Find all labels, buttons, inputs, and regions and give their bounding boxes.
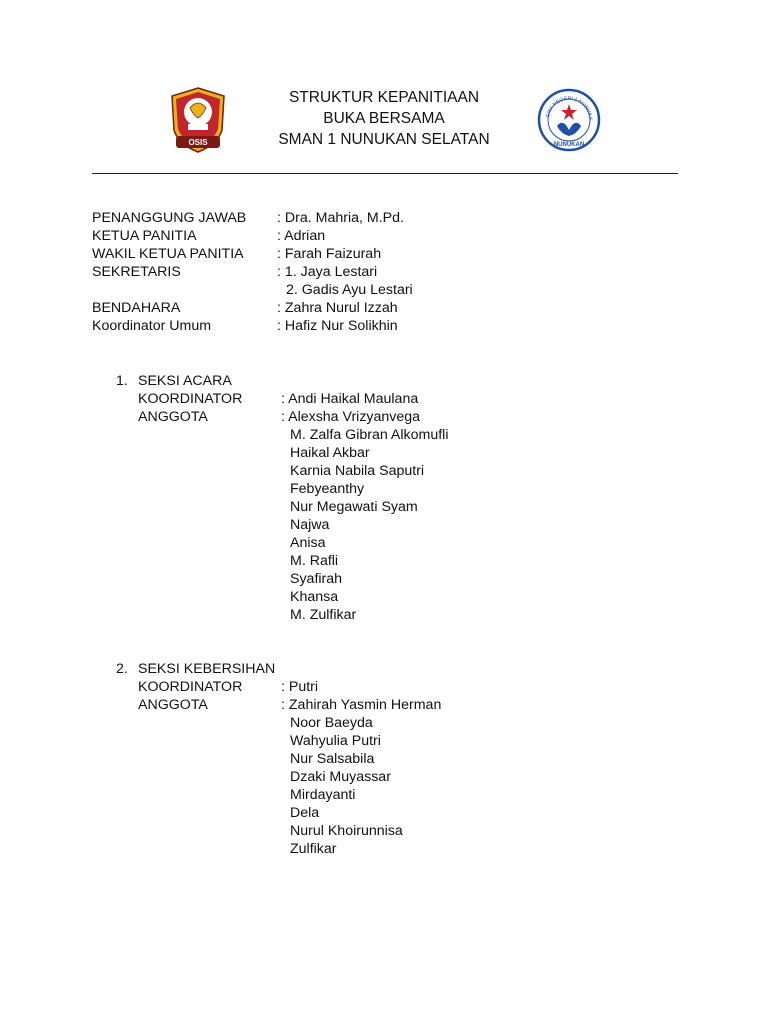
member-name: Syafirah xyxy=(290,571,343,587)
school-ring-text: SMA NEGERI 1 NUNUKA xyxy=(545,95,594,121)
member-name: Mirdayanti xyxy=(290,787,356,803)
member-name: M. Zalfa Gibran Alkomufli xyxy=(290,427,449,443)
document-title-line-1: STRUKTUR KEPANITIAAN xyxy=(288,89,480,106)
officer-value: : Dra. Mahria, M.Pd. xyxy=(277,210,404,226)
member-name: M. Zulfikar xyxy=(290,607,357,623)
osis-text: OSIS xyxy=(188,138,208,147)
officer-label: SEKRETARIS xyxy=(92,264,181,280)
members-label: ANGGOTA xyxy=(138,409,208,425)
member-name: Najwa xyxy=(290,517,330,533)
member-name: Zulfikar xyxy=(290,841,337,857)
member-name: : Alexsha Vrizyanvega xyxy=(281,409,421,425)
member-name: Dela xyxy=(290,805,320,821)
section-title: SEKSI ACARA xyxy=(138,373,232,389)
member-name: Dzaki Muyassar xyxy=(290,769,391,785)
header-divider xyxy=(92,173,678,174)
member-name: Khansa xyxy=(290,589,339,605)
officer-label: BENDAHARA xyxy=(92,300,181,316)
member-name: M. Rafli xyxy=(290,553,339,569)
coordinator-label: KOORDINATOR xyxy=(138,679,243,695)
section-number: 2. xyxy=(116,661,128,677)
document-title-line-2: BUKA BERSAMA xyxy=(323,110,445,127)
member-name: Nur Salsabila xyxy=(290,751,375,767)
coordinator-name: : Andi Haikal Maulana xyxy=(281,391,419,407)
document-title-line-3: SMAN 1 NUNUKAN SELATAN xyxy=(278,131,490,148)
officer-value-continued: 2. Gadis Ayu Lestari xyxy=(286,282,413,298)
officer-label: PENANGGUNG JAWAB xyxy=(92,210,247,226)
member-name: : Zahirah Yasmin Herman xyxy=(281,697,442,713)
member-name: Anisa xyxy=(290,535,326,551)
officer-value: : Adrian xyxy=(277,228,326,244)
school-bottom-text: NUNUKAN xyxy=(553,142,585,148)
officer-label: KETUA PANITIA xyxy=(92,228,197,244)
officer-label: WAKIL KETUA PANITIA xyxy=(92,246,244,262)
officer-value: : Zahra Nurul Izzah xyxy=(277,300,398,316)
coordinator-label: KOORDINATOR xyxy=(138,391,243,407)
member-name: Karnia Nabila Saputri xyxy=(290,463,425,479)
member-name: Wahyulia Putri xyxy=(290,733,381,749)
member-name: Noor Baeyda xyxy=(290,715,373,731)
member-name: Nur Megawati Syam xyxy=(290,499,418,515)
coordinator-name: : Putri xyxy=(281,679,319,695)
officer-label: Koordinator Umum xyxy=(92,318,212,334)
officer-value: : Farah Faizurah xyxy=(277,246,382,262)
officer-value: : Hafiz Nur Solikhin xyxy=(277,318,398,334)
members-label: ANGGOTA xyxy=(138,697,208,713)
section-title: SEKSI KEBERSIHAN xyxy=(138,661,276,677)
officer-value: : 1. Jaya Lestari xyxy=(277,264,378,280)
member-name: Nurul Khoirunnisa xyxy=(290,823,403,839)
member-name: Haikal Akbar xyxy=(290,445,370,461)
member-name: Febyeanthy xyxy=(290,481,365,497)
section-number: 1. xyxy=(116,373,128,389)
